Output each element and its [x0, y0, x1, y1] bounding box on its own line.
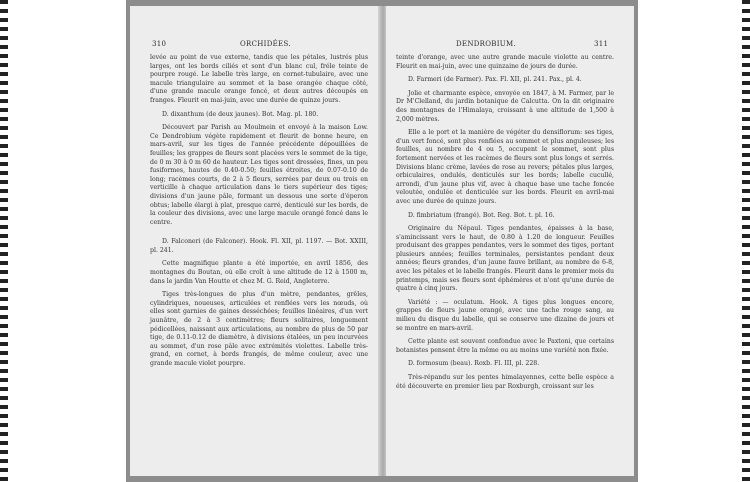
- running-title: DENDROBIUM.: [456, 40, 516, 48]
- species-heading: D. Farmeri (de Farmer). Pax. Fl. XII, pl. 241. Pax., pl. 4.: [408, 76, 582, 84]
- species-heading: D. Falconeri (de Falconer). Hook. Fl. XII, pl. 1197. — Bot. XXIII, pl. 241.: [150, 238, 368, 254]
- paragraph: Cette plante est souvent confondue avec le Paxtoni, que certains botanistes pensent être la même ou au moins une variété non fixée.: [396, 338, 614, 354]
- right-page: [386, 6, 634, 476]
- page-number: 310: [152, 40, 167, 48]
- species-heading: D. fimbriatum (frangé). Bot. Reg. Bot. t. pl. 16.: [408, 211, 555, 219]
- paragraph: Jolie et charmante espèce, envoyée en 1847, à M. Farmer, par le Dr M'Clelland, du jardin botanique de Calcutta. On la dit originaire des montagnes de l'Himalaya, croissant à une altitude de 1,500 à 2,000 mètres.: [396, 89, 614, 123]
- scan-binding-edge-left: [0, 0, 8, 482]
- left-page: [130, 6, 380, 476]
- page-body: [150, 54, 368, 374]
- paragraph: levée au point de vue externe, tandis que les pétales, lustrés plus larges, ont les bords ciliés et sont d'un blanc cul, fréle teinte de pourpre rougé. Le labelle très large, en cornet-tubulaire, avec une macule triangulaire au sommet et la base orangée chaque côté, d'une grande macule orange foncé, et deux autres découpés en franges. Fleurit en mai-juin, avec une durée de quinze jours.: [150, 54, 368, 104]
- scan-binding-edge-right: [742, 0, 750, 482]
- paragraph: Découvert par Parish au Moulmein et envoyé à la maison Low. Ce Dendrobium végète rapidement et fleurit de bonne heure, en mars-avril, sur les tiges de l'année précédente dépouillées de feuilles; les grappes de fleurs sont placées vers le sommet de la tige, de 0 m 30 à 0 m 60 de hauteur. Les tiges sont dressées, fines, un peu fusiformes, hautes de 0.40-0.50; feuilles étroites, de 0.07-0.10 de long; racèmes courts, de 2 à 5 fleurs, serrées par deux ou trois en verticille à chaque articulation dans le tiers supérieur des tiges; divisions d'un jaune pâle, formant un dessous une sorte d'éperon obtus; labelle élargi à plat, presque carré, denticulé sur les bords, de la couleur des divisions, avec une large macule orangé foncé dans le centre.: [150, 124, 368, 226]
- paragraph: Originaire du Népaul. Tiges pendantes, épaisses à la base, s'amincissant vers le haut, de 0.80 à 1.20 de longueur. Feuilles produisant des grappes pendantes, vers le sommet des tiges, portant plusieurs années; feuilles terminales, persistantes pendant deux années; fleurs grandes, d'un jaune fauve brillant, au nombre de 6-8, avec les pétales et le labelle frangés. Fleurit dans le premier mois du printemps, mais ses fleurs sont éphémères et n'ont qu'une durée de quatre à cinq jours.: [396, 225, 614, 293]
- paragraph: Tiges très-longues de plus d'un mètre, pendantes, grêles, cylindriques, noueuses, articulées et renflées vers les nœuds, où elles sont garnies de gaines desséchées; feuilles linéaires, d'un vert jaunâtre, de 2 à 3 centimètres; fleurs solitaires, longuement pédicellées, naissant aux articulations, au nombre de plus de 50 par tige, de 0.11-0.12 de diamètre, à divisions étalées, un peu incurvées au sommet, d'un rose pâle avec extrémités violettes. Labelle très-grand, en cornet, à bords frangés, de même couleur, avec une grande macule violet pourpre.: [150, 291, 368, 367]
- species-heading: D. formosum (beau). Roxb. Fl. III, pl. 228.: [408, 360, 540, 368]
- paragraph: teinte d'orange, avec une autre grande macule violette au centre. Fleurit en mai-juin, avec une quinzaine de jours de durée.: [396, 54, 614, 70]
- paragraph: Cette magnifique plante a été importée, en avril 1856, des montagnes du Boutan, où elle croît à une altitude de 12 à 1500 m, dans le jardin Van Houtte et chez M. G. Reid, Angleterre.: [150, 260, 368, 285]
- paragraph: Elle a le port et la manière de végéter du densiflorum: ses tiges, d'un vert foncé, sont plus renflées au sommet et plus anguleuses; les feuilles, au nombre de 4 ou 5, occupent le sommet, sont plus fortement nervées et les racèmes de fleurs sont plus longs et serrés. Divisions blanc crème, lavées de rose au revers; pétales plus larges, orbiculaires, ondulés, denticulés sur les bords; labelle cucullé, arrondi, d'un jaune plus vif, avec à chaque base une tache foncée veloutée, ondulée et denticulée sur les bords. Fleurit en avril-mai avec une durée de quinze jours.: [396, 129, 614, 205]
- running-title: ORCHIDÉES.: [240, 40, 291, 48]
- variety-paragraph: Variété : — oculatum. Hook. A tiges plus longues encore, grappes de fleurs jaune orangé, avec une tache rouge sang, au milieu du disque du labelle, qui se conserve une dizaine de jours et se montre en mars-avril.: [396, 298, 614, 332]
- page-body: [396, 54, 614, 396]
- paragraph: Très-répandu sur les pentes himalayennes, cette belle espèce a été découverte en premier lieu par Roxburgh, croissant sur les: [396, 374, 614, 390]
- species-heading: D. dixanthum (de deux jaunes). Bot. Mag. pl. 180.: [162, 110, 319, 118]
- page-number: 311: [594, 40, 609, 48]
- book-spread: [126, 0, 638, 482]
